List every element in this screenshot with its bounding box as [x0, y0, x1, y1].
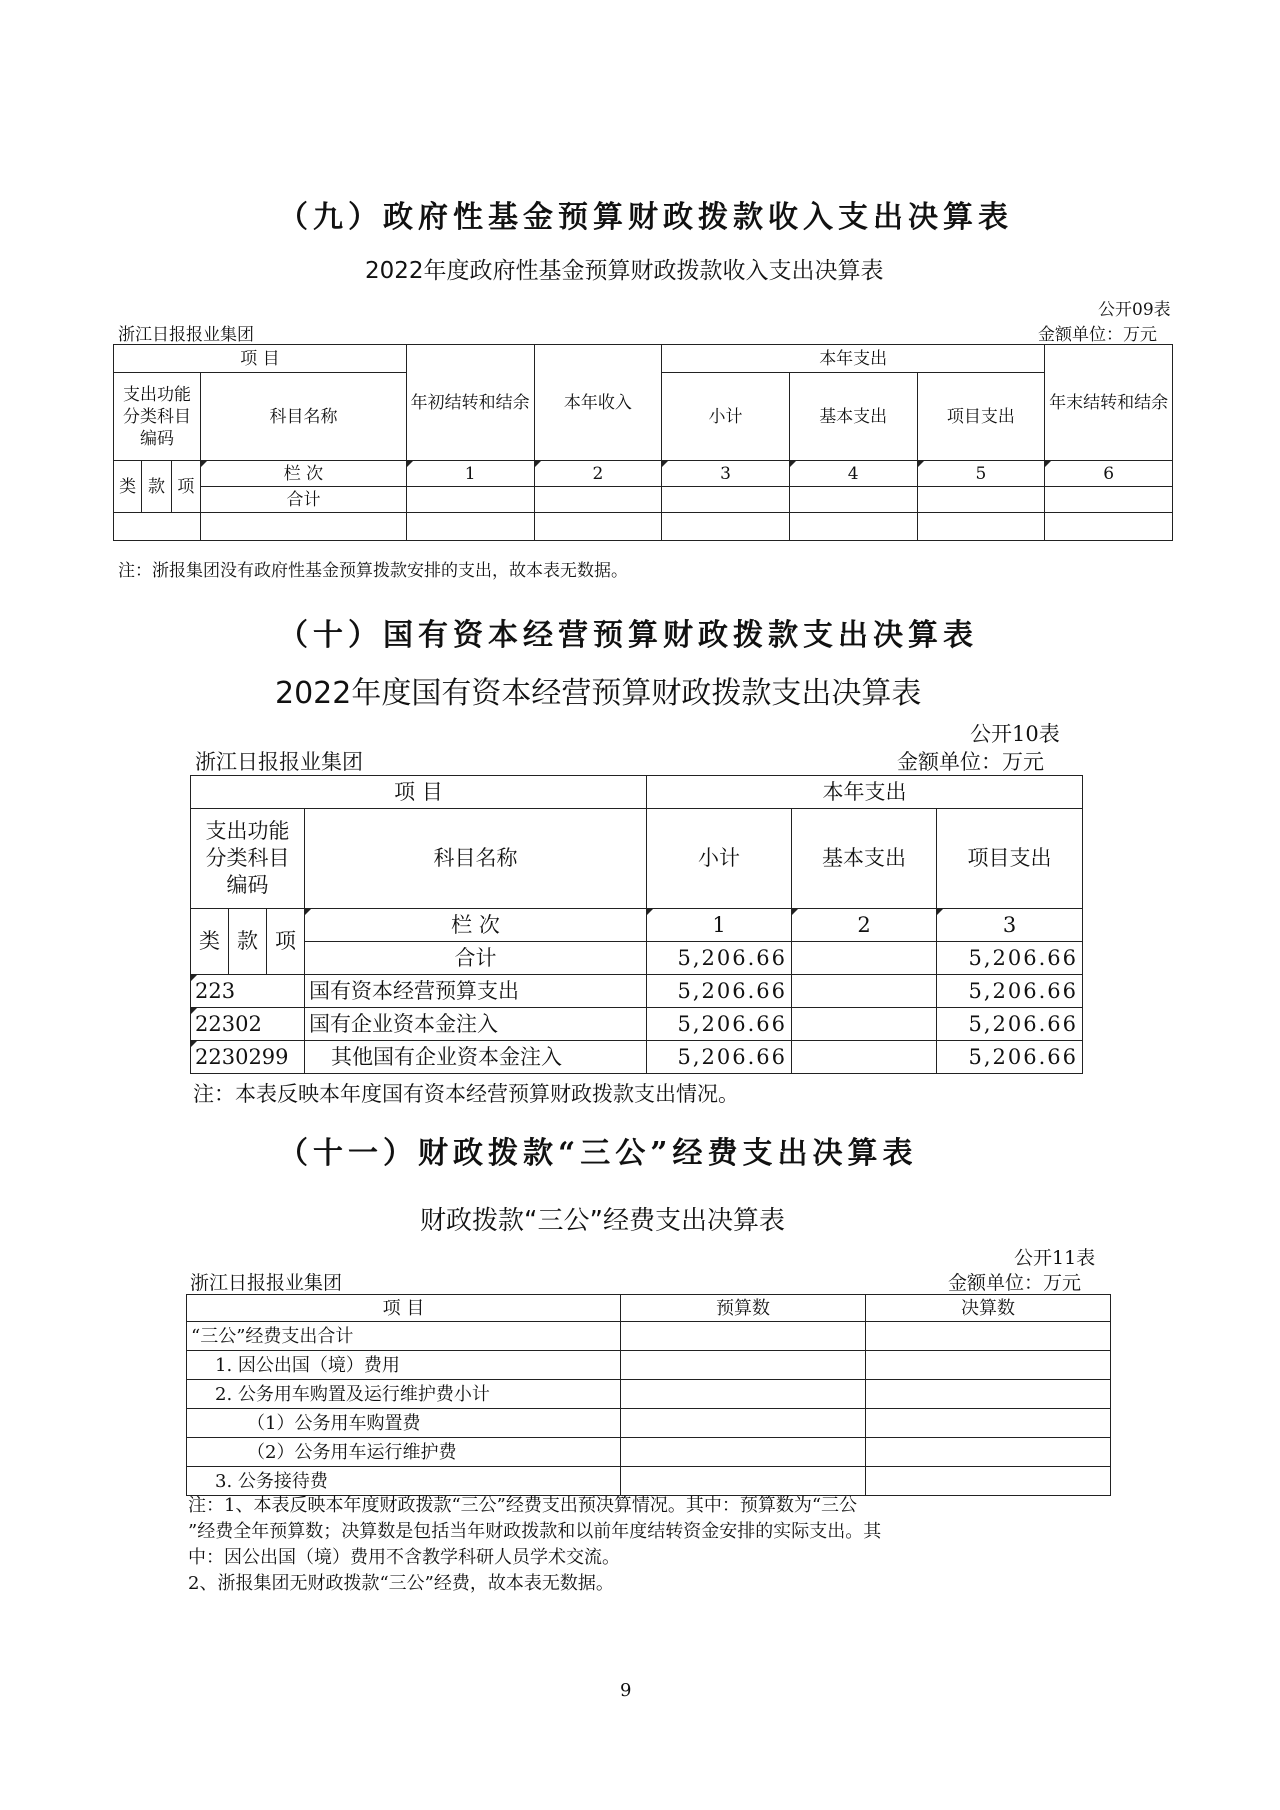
s9-cell — [534, 487, 662, 513]
section11-heading: （十一）财政拨款“三公”经费支出决算表 — [278, 1136, 918, 1171]
s11-cell — [866, 1380, 1111, 1409]
s9-cell — [406, 487, 534, 513]
section11-title: 财政拨款“三公”经费支出决算表 — [420, 1206, 785, 1236]
s10-row-name: 国有资本经营预算支出 — [305, 975, 647, 1008]
s11-cell — [621, 1380, 866, 1409]
s10-column-label: 栏 次 — [305, 909, 647, 942]
s11-cell — [866, 1409, 1111, 1438]
table-row — [191, 975, 1083, 1008]
s9-header-lei: 类 — [114, 461, 142, 513]
s10-total-project: 5,206.66 — [937, 942, 1083, 975]
s9-total-label: 合计 — [201, 487, 407, 513]
s10-row-subtotal: 5,206.66 — [647, 1008, 792, 1041]
s9-cell — [114, 513, 201, 541]
s9-cell — [1045, 487, 1173, 513]
s10-header-project: 项目支出 — [937, 809, 1083, 909]
s11-cell — [621, 1438, 866, 1467]
page-number: 9 — [620, 1680, 632, 1701]
section10-table — [190, 775, 1083, 1074]
s10-header-expenditure: 本年支出 — [647, 776, 1083, 809]
s11-cell — [621, 1409, 866, 1438]
s9-col-num: 5 — [917, 461, 1045, 487]
table-row — [187, 1438, 1111, 1467]
section11-note-line: 2、浙报集团无财政拨款“三公”经费，故本表无数据。 — [188, 1573, 614, 1594]
s9-cell — [1045, 513, 1173, 541]
s11-cell — [866, 1322, 1111, 1351]
s10-col-num: 1 — [647, 909, 792, 942]
s9-cell — [534, 513, 662, 541]
section11-org: 浙江日报报业集团 — [190, 1272, 343, 1294]
s10-row-project: 5,206.66 — [937, 975, 1083, 1008]
s10-row-basic — [792, 1008, 937, 1041]
section11-table-no: 公开11表 — [1014, 1247, 1096, 1269]
section11-note-line: ”经费全年预算数；决算数是包括当年财政拨款和以前年度结转资金安排的实际支出。其 — [188, 1521, 882, 1542]
s9-cell — [406, 513, 534, 541]
table-row — [187, 1380, 1111, 1409]
s10-col-num: 3 — [937, 909, 1083, 942]
s9-header-carry-end: 年末结转和结余 — [1045, 345, 1173, 461]
s10-header-subtotal: 小计 — [647, 809, 792, 909]
section10-title: 2022年度国有资本经营预算财政拨款支出决算表 — [275, 676, 922, 711]
s9-header-subtotal: 小计 — [662, 373, 790, 461]
s10-header-item: 项 目 — [191, 776, 647, 809]
table-row — [187, 1409, 1111, 1438]
section9-title: 2022年度政府性基金预算财政拨款收入支出决算表 — [365, 258, 884, 284]
s9-header-xiang: 项 — [171, 461, 200, 513]
s10-header-kuan: 款 — [229, 909, 267, 975]
s9-header-expenditure: 本年支出 — [662, 345, 1045, 373]
s10-header-subject-name: 科目名称 — [305, 809, 647, 909]
s10-row-name: 其他国有企业资本金注入 — [305, 1041, 647, 1074]
s9-cell — [917, 487, 1045, 513]
section9-org: 浙江日报报业集团 — [118, 325, 254, 345]
section11-unit: 金额单位：万元 — [948, 1272, 1082, 1294]
section9-unit: 金额单位：万元 — [1038, 325, 1157, 345]
s10-row-name: 国有企业资本金注入 — [305, 1008, 647, 1041]
section10-heading: （十）国有资本经营预算财政拨款支出决算表 — [278, 618, 978, 653]
s9-col-num: 4 — [789, 461, 917, 487]
s9-header-carry-begin: 年初结转和结余 — [406, 345, 534, 461]
s11-row-label: （2）公务用车运行维护费 — [187, 1438, 621, 1467]
s10-header-lei: 类 — [191, 909, 229, 975]
s9-col-num: 2 — [534, 461, 662, 487]
s10-row-subtotal: 5,206.66 — [647, 1041, 792, 1074]
s10-total-label: 合计 — [305, 942, 647, 975]
s9-cell — [201, 513, 407, 541]
s9-header-basic: 基本支出 — [789, 373, 917, 461]
table-row — [187, 1351, 1111, 1380]
s11-cell — [621, 1467, 866, 1496]
s11-row-label: “三公”经费支出合计 — [187, 1322, 621, 1351]
section9-heading: （九）政府性基金预算财政拨款收入支出决算表 — [278, 200, 1013, 235]
s9-column-label: 栏 次 — [201, 461, 407, 487]
s10-col-num: 2 — [792, 909, 937, 942]
s10-row-basic — [792, 1041, 937, 1074]
section10-table-no: 公开10表 — [970, 722, 1060, 746]
s11-header-final: 决算数 — [866, 1295, 1111, 1322]
section9-table-no: 公开09表 — [1098, 300, 1171, 320]
s11-row-label: 3. 公务接待费 — [187, 1467, 621, 1496]
section10-note: 注：本表反映本年度国有资本经营预算财政拨款支出情况。 — [193, 1082, 739, 1106]
s9-header-func-code: 支出功能分类科目编码 — [114, 373, 201, 461]
s10-row-project: 5,206.66 — [937, 1041, 1083, 1074]
s9-cell — [917, 513, 1045, 541]
s10-total-subtotal: 5,206.66 — [647, 942, 792, 975]
s9-cell — [662, 487, 790, 513]
s9-header-project: 项目支出 — [917, 373, 1045, 461]
s9-col-num: 3 — [662, 461, 790, 487]
s11-header-budget: 预算数 — [621, 1295, 866, 1322]
s10-header-basic: 基本支出 — [792, 809, 937, 909]
section10-org: 浙江日报报业集团 — [195, 750, 363, 774]
s10-row-basic — [792, 975, 937, 1008]
s9-header-item: 项 目 — [114, 345, 407, 373]
section11-notes — [188, 1493, 1108, 1597]
s9-header-income: 本年收入 — [534, 345, 662, 461]
table-row — [187, 1467, 1111, 1496]
section9-table — [113, 344, 1173, 541]
s10-header-xiang: 项 — [267, 909, 305, 975]
s11-row-label: 1. 因公出国（境）费用 — [187, 1351, 621, 1380]
s9-cell — [789, 487, 917, 513]
s10-row-code: 22302 — [191, 1008, 305, 1041]
s11-header-item: 项 目 — [187, 1295, 621, 1322]
s9-cell — [662, 513, 790, 541]
s11-cell — [621, 1322, 866, 1351]
s11-cell — [621, 1351, 866, 1380]
s10-row-code: 223 — [191, 975, 305, 1008]
s9-cell — [789, 513, 917, 541]
s11-row-label: 2. 公务用车购置及运行维护费小计 — [187, 1380, 621, 1409]
s10-row-code: 2230299 — [191, 1041, 305, 1074]
section9-note: 注：浙报集团没有政府性基金预算拨款安排的支出，故本表无数据。 — [118, 561, 628, 581]
table-row — [187, 1322, 1111, 1351]
section11-table — [186, 1294, 1111, 1496]
s9-header-subject-name: 科目名称 — [201, 373, 407, 461]
s11-cell — [866, 1438, 1111, 1467]
s11-cell — [866, 1467, 1111, 1496]
s11-row-label: （1）公务用车购置费 — [187, 1409, 621, 1438]
section11-note-line: 注：1、本表反映本年度财政拨款“三公”经费支出预决算情况。其中：预算数为“三公 — [188, 1495, 858, 1516]
s9-col-num: 1 — [406, 461, 534, 487]
s9-header-kuan: 款 — [142, 461, 171, 513]
s10-total-basic — [792, 942, 937, 975]
s11-cell — [866, 1351, 1111, 1380]
table-row — [191, 1008, 1083, 1041]
section10-unit: 金额单位：万元 — [897, 750, 1044, 774]
s10-row-subtotal: 5,206.66 — [647, 975, 792, 1008]
s10-header-func-code: 支出功能分类科目编码 — [191, 809, 305, 909]
s10-row-project: 5,206.66 — [937, 1008, 1083, 1041]
table-row — [191, 1041, 1083, 1074]
s9-col-num: 6 — [1045, 461, 1173, 487]
section11-note-line: 中：因公出国（境）费用不含教学科研人员学术交流。 — [188, 1547, 620, 1568]
